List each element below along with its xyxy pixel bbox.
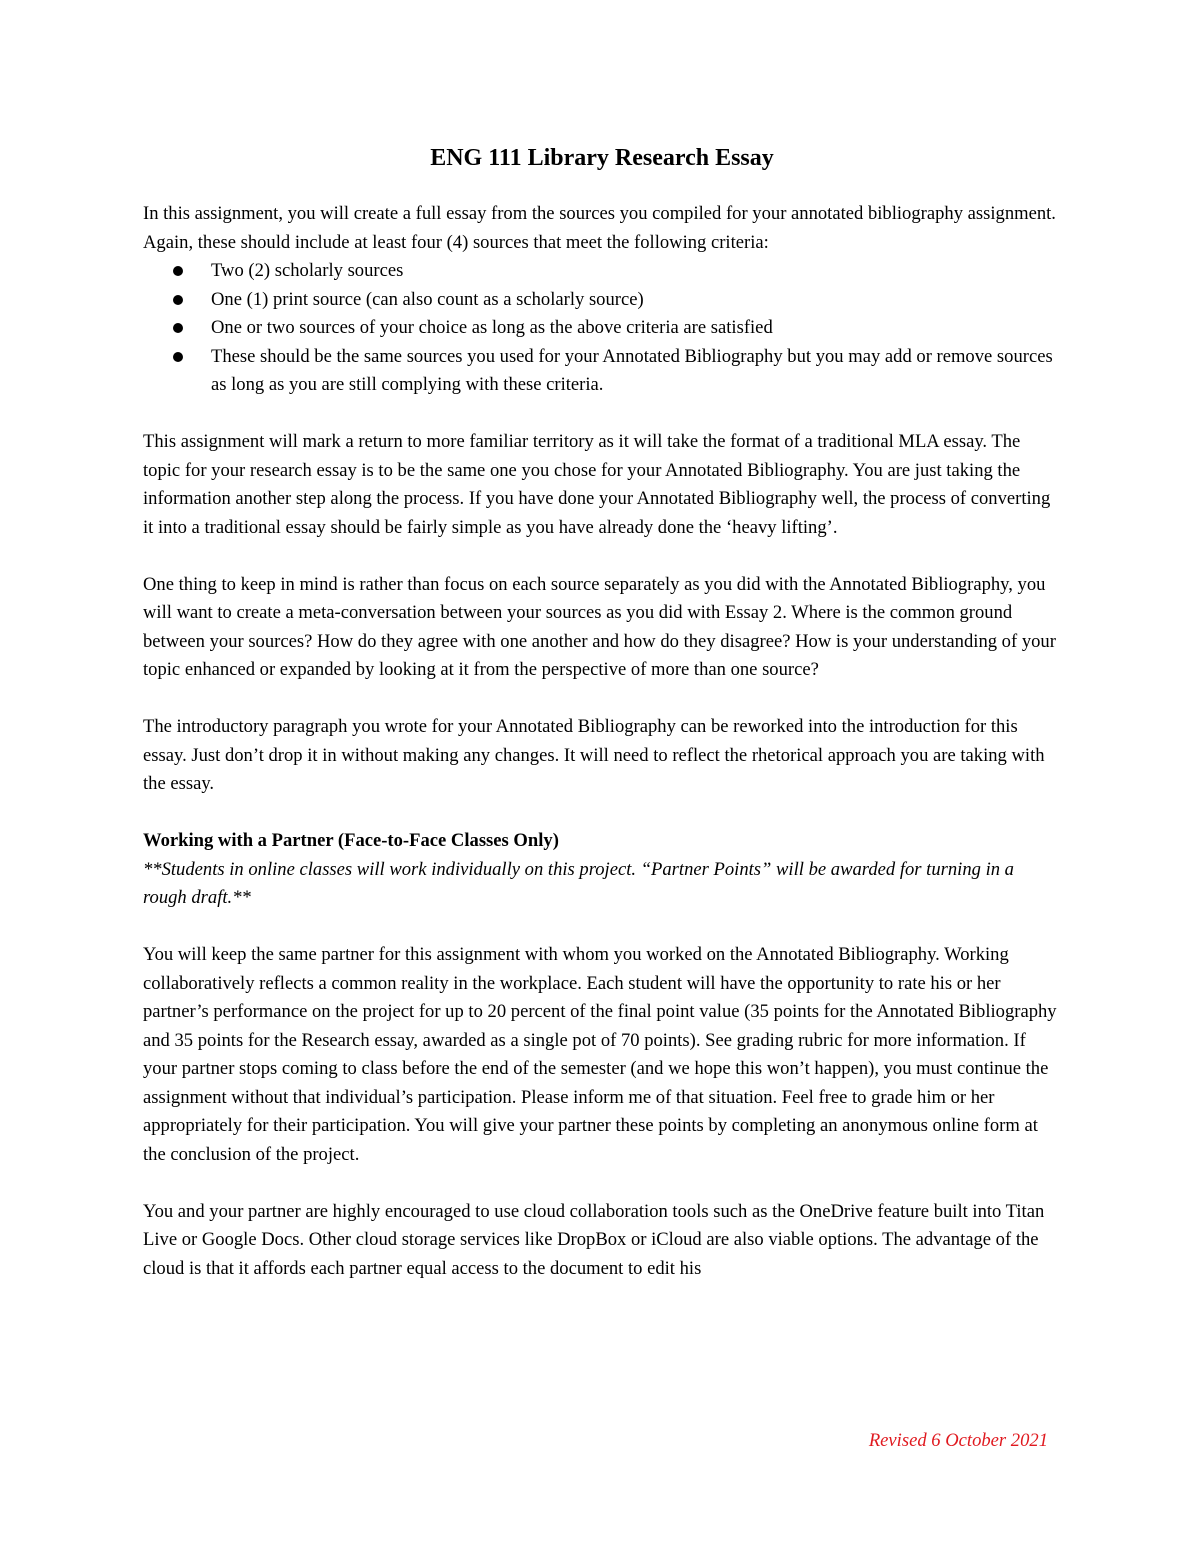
criteria-text: One (1) print source (can also count as a scholarly source) [211,288,644,310]
list-item [143,257,1061,286]
intro-paragraph: In this assignment, you will create a full essay from the sources you compiled for your annotated bibliography assignment. Again, these should include at least four (4) sources that meet the following criteria: [143,203,1056,253]
document-page [143,140,1061,1283]
partner-paragraph: You will keep the same partner for this assignment with whom you worked on the Annotated Bibliography. Working collaboratively reflects a common reality in the workplace. Each student will have the opportunity to rate his or her partner’s performance on the project for up to 20 percent of the final point value (35 points for the Annotated Bibliography and 35 points for the Research essay, awarded as a single pot of 70 points). See grading rubric for more information. If your partner stops coming to class before the end of the semester (and we hope this won’t happen), you must continue the assignment without that individual’s participation. Please inform me of that situation. Feel free to grade him or her appropriately for their participation. You will give your partner these points by completing an anonymous online form at the conclusion of the project. [143,944,1057,1165]
list-item [143,314,1061,343]
format-paragraph: This assignment will mark a return to more familiar territory as it will take the format of a traditional MLA essay. The topic for your research essay is to be the same one you chose for your Annotated Bibliography. You are just taking the information another step along the process. If you have done your Annotated Bibliography well, the process of converting it into a traditional essay should be fairly simple as you have already done the ‘heavy lifting’. [143,431,1051,538]
meta-conversation-paragraph: One thing to keep in mind is rather than focus on each source separately as you did with the Annotated Bibliography, you will want to create a meta-conversation between your sources as you did with Essay 2. Where is the common ground between your sources? How do they agree with one another and how do they disagree? How is your understanding of your topic enhanced or expanded by looking at it from the perspective of more than one source? [143,573,1056,680]
list-item [143,343,1061,400]
criteria-text: One or two sources of your choice as long as the above criteria are satisfied [211,317,773,338]
criteria-text: These should be the same sources you used for your Annotated Bibliography but you may add or remove sources as long as you are still complying with these criteria. [211,345,1053,395]
bullet-icon [173,323,183,333]
cloud-tools-paragraph: You and your partner are highly encouraged to use cloud collaboration tools such as the OneDrive feature built into Titan Live or Google Docs. Other cloud storage services like DropBox or iCloud are also viable options. The advantage of the cloud is that it affords each partner equal access to the document to edit his [143,1200,1045,1279]
bullet-icon [173,352,183,362]
list-item [143,286,1061,315]
document-title: ENG 111 Library Research Essay [430,145,774,171]
partner-heading: Working with a Partner (Face-to-Face Classes Only) [143,830,559,851]
criteria-text: Two (2) scholarly sources [211,260,404,281]
revision-footer: Revised 6 October 2021 [868,1430,1048,1451]
introduction-rework-paragraph: The introductory paragraph you wrote for your Annotated Bibliography can be reworked into the introduction for this essay. Just don’t drop it in without making any changes. It will need to reflect the rhetorical approach you are taking with the essay. [143,716,1045,794]
online-classes-note: **Students in online classes will work individually on this project. “Partner Points” will be awarded for turning in a rough draft.** [143,858,1014,908]
criteria-list [143,257,1061,400]
bullet-icon [173,266,183,276]
bullet-icon [173,295,183,305]
